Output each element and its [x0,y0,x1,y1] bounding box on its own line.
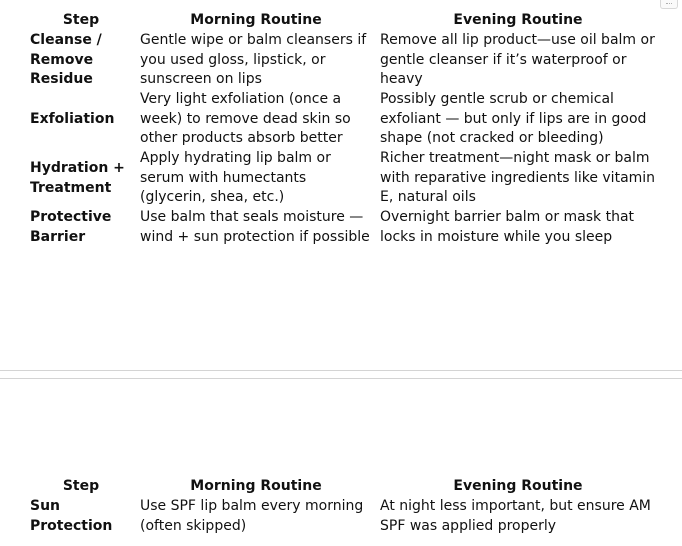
morning-cell: Use SPF lip balm every morning (often skipped) [140,498,364,534]
step-cell: Sun Protection [30,498,113,534]
evening-cell: At night less important, but ensure AM SPF was applied properly [380,498,651,534]
page-break [0,370,682,379]
table-header-row [26,477,660,497]
table-row [26,90,660,149]
step-cell: Exfoliation [30,110,115,127]
header-step: Step [62,12,100,29]
evening-cell: Richer treatment—night mask or balm with reparative ingredients like vitamin E, natural oils [380,150,656,206]
morning-cell: Apply hydrating lip balm or serum with humectants (glycerin, shea, etc.) [140,150,331,206]
morning-cell: Very light exfoliation (once a week) to remove dead skin so other products absorb better [140,91,351,147]
morning-cell: Use balm that seals moisture — wind + sun protection if possible [140,209,370,245]
table-row [26,149,660,208]
lip-care-routine-table [26,11,660,248]
header-evening-routine: Evening Routine [453,478,583,495]
table-row [26,208,660,248]
header-evening-routine: Evening Routine [453,12,583,29]
step-cell: Protective Barrier [30,209,112,245]
step-cell: Hydration + Treatment [30,159,125,196]
sun-protection-table [26,477,660,537]
table-row [26,31,660,90]
morning-cell: Gentle wipe or balm cleansers if you used gloss, lipstick, or sunscreen on lips [140,32,367,88]
expand-handle-icon[interactable] [660,0,678,9]
header-morning-routine: Morning Routine [190,12,322,29]
evening-cell: Overnight barrier balm or mask that locks in moisture while you sleep [380,209,635,245]
step-cell: Cleanse / Remove Residue [30,32,102,88]
table-header-row [26,11,660,31]
header-morning-routine: Morning Routine [190,478,322,495]
header-step: Step [62,478,100,495]
evening-cell: Possibly gentle scrub or chemical exfoliant — but only if lips are in good shape (not cracked or bleeding) [380,91,647,147]
table-row [26,497,660,537]
evening-cell: Remove all lip product—use oil balm or gentle cleanser if it’s waterproof or heavy [380,32,655,88]
